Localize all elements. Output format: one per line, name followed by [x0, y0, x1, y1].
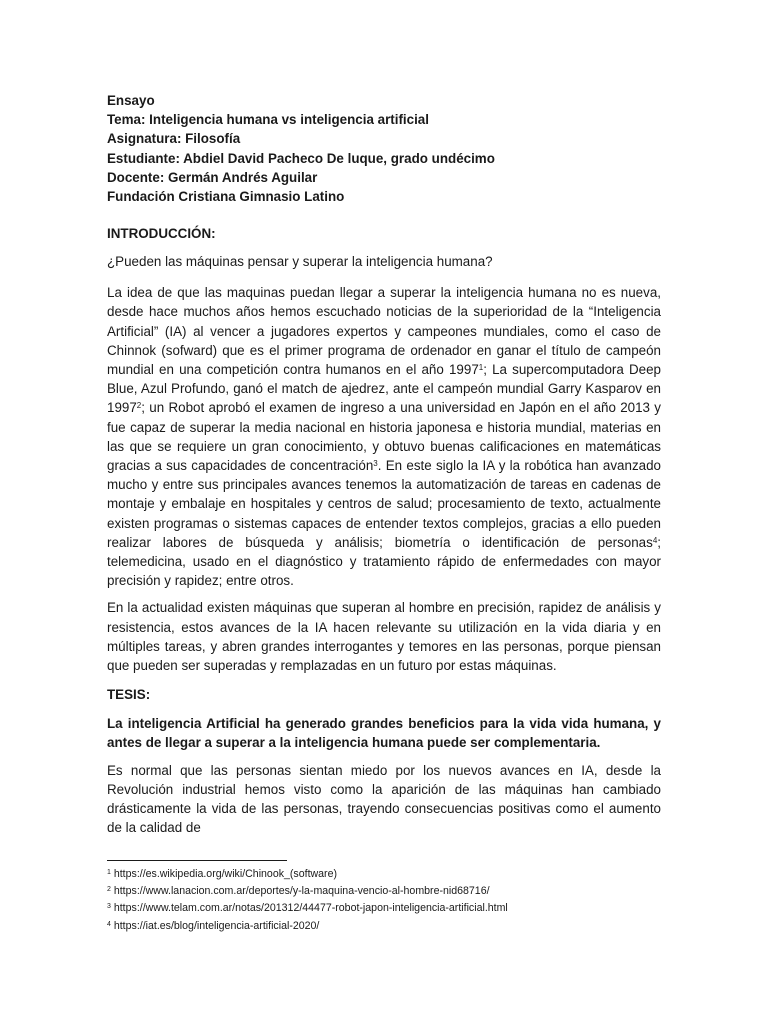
footnote-link[interactable]: https://www.lanacion.com.ar/deportes/y-la-maquina-vencio-al-hombre-nid68716/: [110, 885, 490, 898]
document-page: [107, 91, 661, 838]
footnote-ref-4: 4: [652, 535, 658, 545]
footnote-number: 4: [107, 920, 111, 928]
footnote-ref-3: 3: [373, 459, 378, 469]
footnote-number: 3: [107, 903, 111, 911]
intro-p1-part3: ; un Robot aprobó el examen de ingreso a una universidad en Japón en el año 2013 y fue capaz de superar la media nacional en historia japonesa e historia mundial, materias en las que se requiere un gran conocimiento, y obtuvo buenas calificaciones en matemáticas gracias a sus capacidades de concentración: [107, 400, 661, 474]
teacher-line: Docente: Germán Andrés Aguilar: [107, 169, 318, 185]
footnote-2: [107, 883, 667, 900]
introduction-paragraph-2: En la actualidad existen máquinas que superan al hombre en precisión, rapidez de análisis y resistencia, estos avances de la IA hacen relevante su utilización en la vida diaria y en múltiples tareas, y abren grandes interrogantes y temores en las personas, porque piensan que pueden ser superadas y remplazadas en un futuro por estas máquinas.: [107, 600, 661, 674]
introduction-question: ¿Pueden las máquinas pensar y superar la inteligencia humana?: [107, 254, 493, 270]
footnote-separator: [107, 860, 287, 861]
intro-p1-part2: ; La supercomputadora Deep Blue, Azul Profundo, ganó el match de ajedrez, ante el campeón mundial Garry Kasparov en 1997: [107, 362, 661, 416]
introduction-heading: INTRODUCCIÓN:: [107, 226, 216, 242]
footnote-3: [107, 900, 667, 917]
institution-line: Fundación Cristiana Gimnasio Latino: [107, 189, 345, 205]
footnote-number: 1: [107, 869, 111, 876]
footnote-link[interactable]: https://iat.es/blog/inteligencia-artificial-2020/: [110, 919, 320, 932]
footnote-1: [107, 866, 667, 883]
topic-line: Tema: Inteligencia humana vs inteligencia artificial: [107, 112, 429, 128]
intro-p1-part5: ; telemedicina, usado en el diagnóstico y tratamiento rápido de enfermedades con mayor precisión y rapidez; entre otros.: [107, 534, 661, 589]
thesis-statement: La inteligencia Artificial ha generado grandes beneficios para la vida vida humana, y antes de llegar a superar a la inteligencia humana puede ser complementaria.: [107, 716, 661, 751]
footnotes: [107, 866, 667, 935]
footnote-ref-1: 1: [478, 363, 484, 373]
footnote-ref-2: 2: [136, 401, 142, 411]
introduction-paragraph-1: [107, 283, 661, 590]
footnote-link[interactable]: https://www.telam.com.ar/notas/201312/44477-robot-japon-inteligencia-artificial.html: [110, 902, 508, 915]
thesis-paragraph-1: Es normal que las personas sientan miedo por los nuevos avances en IA, desde la Revolución industrial hemos visto como la aparición de las máquinas han cambiado drásticamente la vida de las personas, trayendo consecuencias positivas como el aumento de la calidad de: [107, 762, 661, 836]
footnote-number: 2: [107, 886, 111, 894]
intro-p1-part1: La idea de que las maquinas puedan llegar a superar la inteligencia humana no es nueva, desde hace muchos años hemos escuchado noticias de la superioridad de la “Inteligencia Artificial” (IA) al vencer a jugadores expertos y campeones mundiales, como el caso de Chinnok (sofward) que es el primer programa de ordenador en ganar el título de campeón mundial en una competición contra humanos en el año 1997: [107, 285, 661, 378]
doc-type: Ensayo: [107, 93, 155, 108]
intro-p1-part4: . En este siglo la IA y la robótica han avanzado mucho y entre sus principales avances tenemos la automatización de tareas en cadenas de montaje y embalaje en hospitales y centros de salud; procesamiento de texto, actualmente existen programas o sistemas capaces de entender textos complejos, gracias a ello pueden realizar labores de búsqueda y análisis; biometría o identificación de personas: [107, 458, 661, 550]
document-header: [107, 91, 661, 206]
footnote-4: [107, 918, 667, 935]
subject-line: Asignatura: Filosofía: [107, 131, 241, 147]
thesis-heading: TESIS:: [107, 687, 151, 703]
student-line: Estudiante: Abdiel David Pacheco De luque, grado undécimo: [107, 150, 495, 166]
footnote-link[interactable]: https://es.wikipedia.org/wiki/Chinook_(software): [110, 868, 338, 880]
